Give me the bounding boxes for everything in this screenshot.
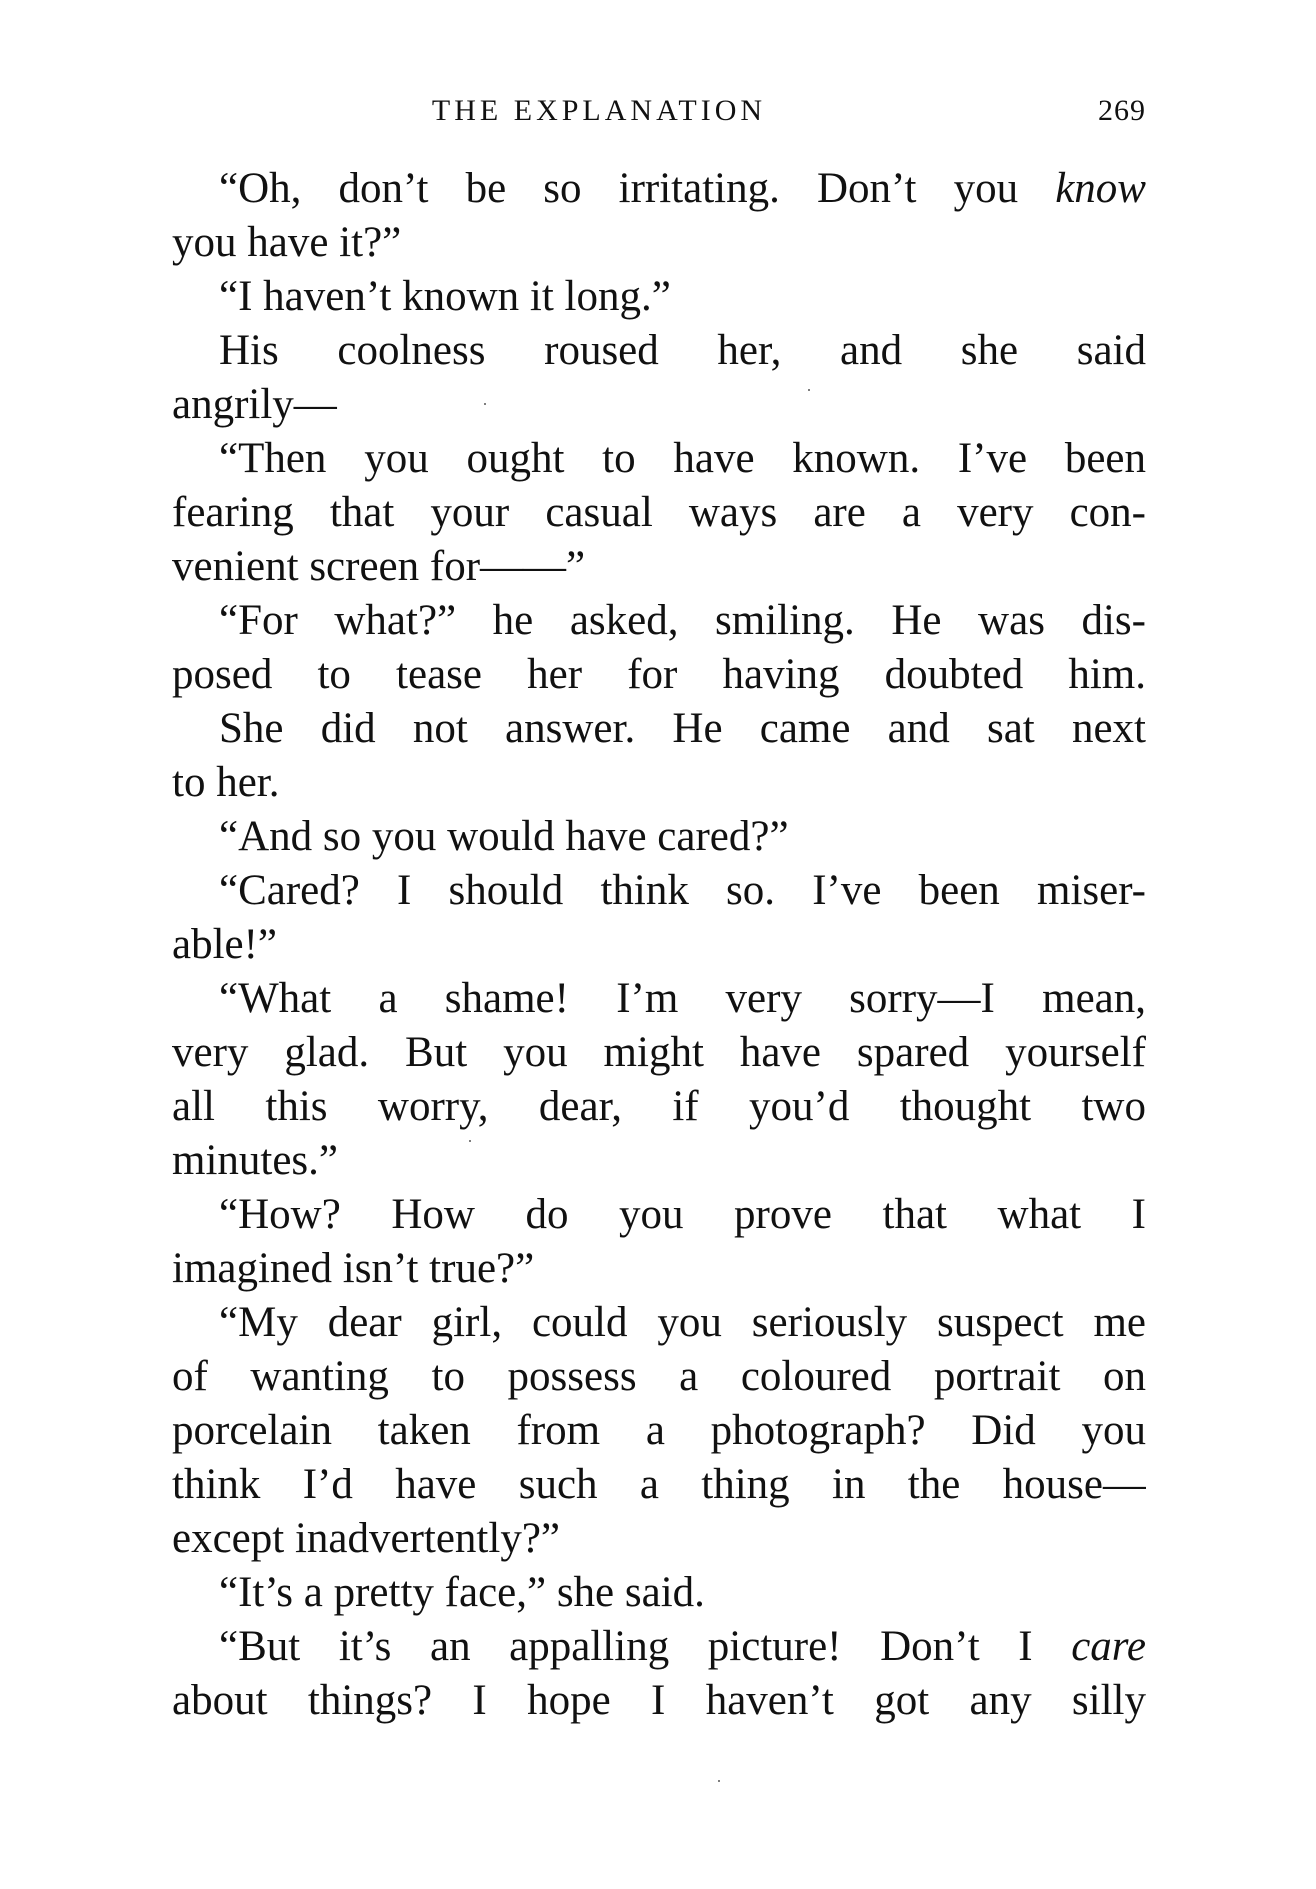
text-line — [172, 1674, 1146, 1728]
text-run: to her. — [172, 759, 280, 806]
text-line — [172, 1458, 1146, 1512]
text-line — [172, 1350, 1146, 1404]
text-run: “For what?” he asked, smiling. He was dis- — [219, 597, 1146, 644]
text-run: “I haven’t known it long.” — [219, 273, 671, 320]
text-run: fearing that your casual ways are a very con- — [172, 489, 1146, 536]
page-number: 269 — [1098, 94, 1146, 127]
text-run: porcelain taken from a photograph? Did you — [172, 1407, 1146, 1454]
print-speck — [808, 389, 810, 391]
text-line — [172, 648, 1146, 702]
text-line — [172, 1296, 1146, 1350]
text-line — [172, 486, 1146, 540]
text-line — [172, 810, 1146, 864]
text-run: “And so you would have cared?” — [219, 813, 789, 860]
text-run: “How? How do you prove that what I — [219, 1191, 1146, 1238]
text-run: able!” — [172, 921, 278, 968]
text-line — [172, 162, 1146, 216]
text-line — [172, 1512, 1146, 1566]
text-run: posed to tease her for having doubted him. — [172, 651, 1146, 698]
text-line — [172, 216, 1146, 270]
running-title: THE EXPLANATION — [431, 94, 767, 127]
text-line — [172, 972, 1146, 1026]
running-head — [172, 94, 1146, 142]
text-run: all this worry, dear, if you’d thought two — [172, 1083, 1146, 1130]
text-run: you have it?” — [172, 219, 402, 266]
italic-word: know — [1055, 165, 1146, 212]
text-run: “Cared? I should think so. I’ve been miser- — [219, 867, 1146, 914]
text-run: minutes.” — [172, 1137, 338, 1184]
text-run: think I’d have such a thing in the house— — [172, 1461, 1146, 1508]
text-line — [172, 1620, 1146, 1674]
text-line — [172, 594, 1146, 648]
text-line — [172, 1242, 1146, 1296]
text-run: His coolness roused her, and she said — [219, 327, 1146, 374]
text-run: “But it’s an appalling picture! Don’t I — [219, 1623, 1072, 1670]
text-line — [172, 864, 1146, 918]
print-speck — [718, 1780, 720, 1782]
text-line — [172, 1188, 1146, 1242]
text-line — [172, 1404, 1146, 1458]
text-line — [172, 432, 1146, 486]
body-text — [172, 162, 1146, 1728]
text-run: “My dear girl, could you seriously suspect me — [219, 1299, 1146, 1346]
text-line — [172, 540, 1146, 594]
text-run: She did not answer. He came and sat next — [219, 705, 1146, 752]
text-line — [172, 1566, 1146, 1620]
text-line — [172, 1134, 1146, 1188]
italic-word: care — [1071, 1623, 1146, 1670]
text-line — [172, 918, 1146, 972]
text-run: “Then you ought to have known. I’ve been — [219, 435, 1146, 482]
text-run: about things? I hope I haven’t got any silly — [172, 1677, 1146, 1724]
text-line — [172, 702, 1146, 756]
text-run: venient screen for——” — [172, 543, 586, 590]
text-run: angrily— — [172, 381, 337, 428]
text-run: “It’s a pretty face,” she said. — [219, 1569, 705, 1616]
text-run: of wanting to possess a coloured portrait on — [172, 1353, 1146, 1400]
text-line — [172, 1026, 1146, 1080]
text-run: “Oh, don’t be so irritating. Don’t you — [219, 165, 1056, 212]
text-run: imagined isn’t true?” — [172, 1245, 535, 1292]
text-line — [172, 756, 1146, 810]
text-line — [172, 1080, 1146, 1134]
print-speck — [484, 403, 486, 405]
text-line — [172, 378, 1146, 432]
text-run: “What a shame! I’m very sorry—I mean, — [219, 975, 1146, 1022]
text-run: very glad. But you might have spared yourself — [172, 1029, 1146, 1076]
text-line — [172, 324, 1146, 378]
text-run: except inadvertently?” — [172, 1515, 560, 1562]
text-line — [172, 270, 1146, 324]
print-speck — [469, 1140, 471, 1142]
